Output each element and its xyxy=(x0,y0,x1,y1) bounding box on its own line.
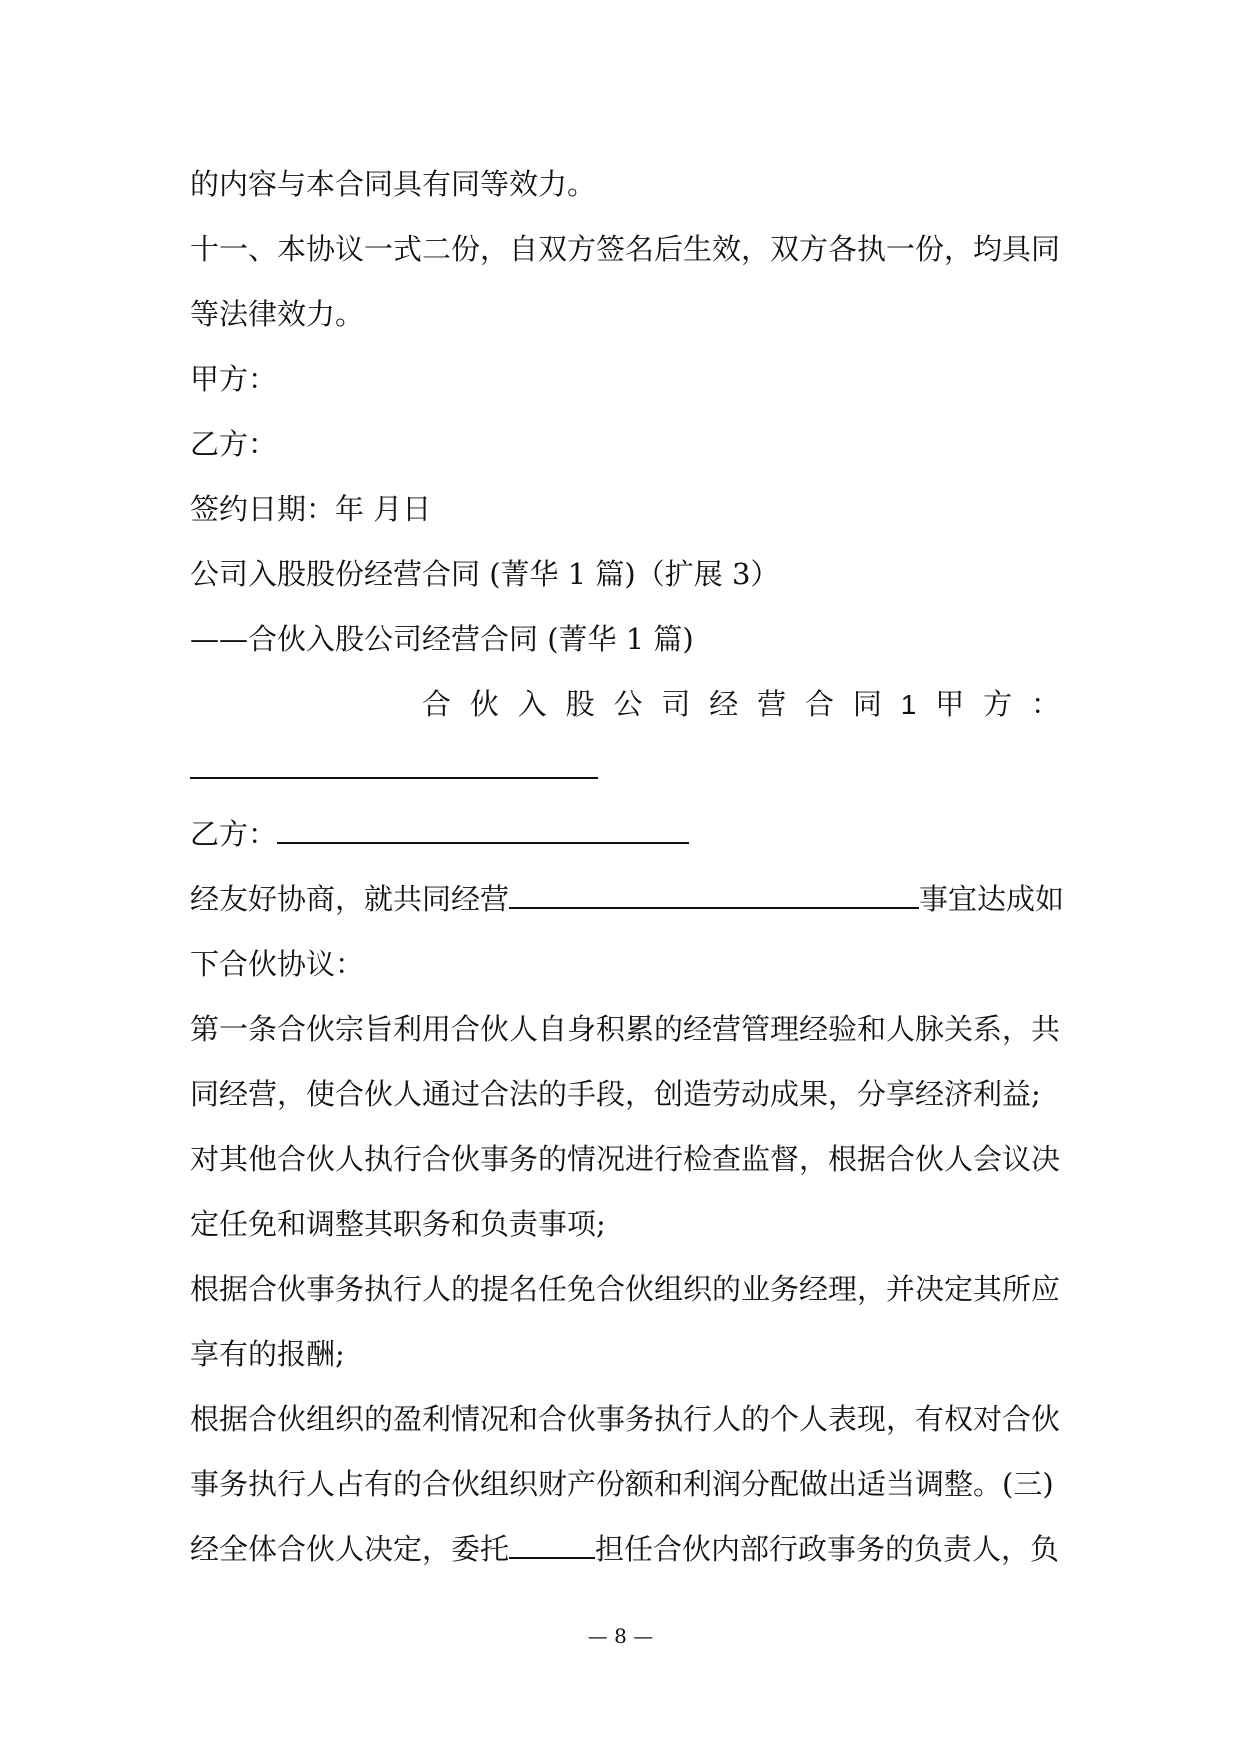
party-b-blank xyxy=(277,818,689,844)
heading-char: 合 xyxy=(805,687,835,721)
section-subtitle: ——合伙入股公司经营合同 (菁华 1 篇) xyxy=(190,622,694,656)
heading-char: 同 xyxy=(852,687,882,721)
entrust-text: 经全体合伙人决定，委托 xyxy=(190,1532,510,1566)
heading-char: 司 xyxy=(661,687,691,721)
consult-text-end: 事宜达成如 xyxy=(919,882,1065,916)
party-b-label: 乙方： xyxy=(190,817,278,851)
text-line: 根据合伙组织的盈利情况和合伙事务执行人的个人表现，有权对合伙 xyxy=(190,1402,1061,1436)
text-line: 对其他合伙人执行合伙事务的情况进行检查监督，根据合伙人会议决 xyxy=(190,1142,1061,1176)
heading-char: 营 xyxy=(757,687,787,721)
entrust-line xyxy=(190,1517,1060,1582)
text-line: 同经营，使合伙人通过合法的手段，创造劳动成果，分享经济利益; xyxy=(190,1077,1041,1111)
heading-char: ： xyxy=(1030,687,1060,721)
section-title: 公司入股股份经营合同 (菁华 1 篇)（扩展 3） xyxy=(190,557,780,591)
text-line: 定任免和调整其职务和负责事项; xyxy=(190,1207,606,1241)
heading-char: 股 xyxy=(565,687,595,721)
text-line: 根据合伙事务执行人的提名任免合伙组织的业务经理，并决定其所应 xyxy=(190,1272,1061,1306)
heading-char: 甲 xyxy=(935,687,965,721)
text-line: 下合伙协议： xyxy=(190,947,365,981)
consult-text: 经友好协商，就共同经营 xyxy=(190,882,510,916)
sign-date-line: 签约日期：年 月日 xyxy=(190,492,432,526)
party-b-blank-line xyxy=(190,802,1060,867)
text-line: 的内容与本合同具有同等效力。 xyxy=(190,167,597,201)
consult-line xyxy=(190,867,1065,932)
heading-char: 公 xyxy=(613,687,643,721)
text-line: 十一、本协议一式二份，自双方签名后生效，双方各执一份，均具同 xyxy=(190,232,1061,266)
heading-char: 经 xyxy=(709,687,739,721)
text-line: 等法律效力。 xyxy=(190,297,365,331)
heading-char: 合 xyxy=(422,687,452,721)
text-line: 第一条合伙宗旨利用合伙人自身积累的经营管理经验和人脉关系，共 xyxy=(190,1012,1061,1046)
entrust-text-end: 担任合伙内部行政事务的负责人，负 xyxy=(595,1532,1060,1566)
heading-char: 伙 xyxy=(469,687,499,721)
contract-heading xyxy=(190,672,1060,737)
business-blank xyxy=(509,883,919,909)
text-line: 享有的报酬; xyxy=(190,1337,345,1371)
party-a-blank xyxy=(190,753,598,779)
entrust-blank xyxy=(509,1533,595,1559)
heading-char: 1 xyxy=(900,689,917,720)
party-a-blank-line xyxy=(190,737,1060,802)
party-b-line: 乙方： xyxy=(190,427,278,461)
heading-char: 方 xyxy=(983,687,1013,721)
document-body xyxy=(190,152,1065,1582)
heading-char: 入 xyxy=(517,687,547,721)
text-line: 事务执行人占有的合伙组织财产份额和利润分配做出适当调整。(三) xyxy=(190,1467,1054,1501)
page-number: — 8 — xyxy=(587,1624,654,1648)
party-a-line: 甲方： xyxy=(190,362,278,396)
